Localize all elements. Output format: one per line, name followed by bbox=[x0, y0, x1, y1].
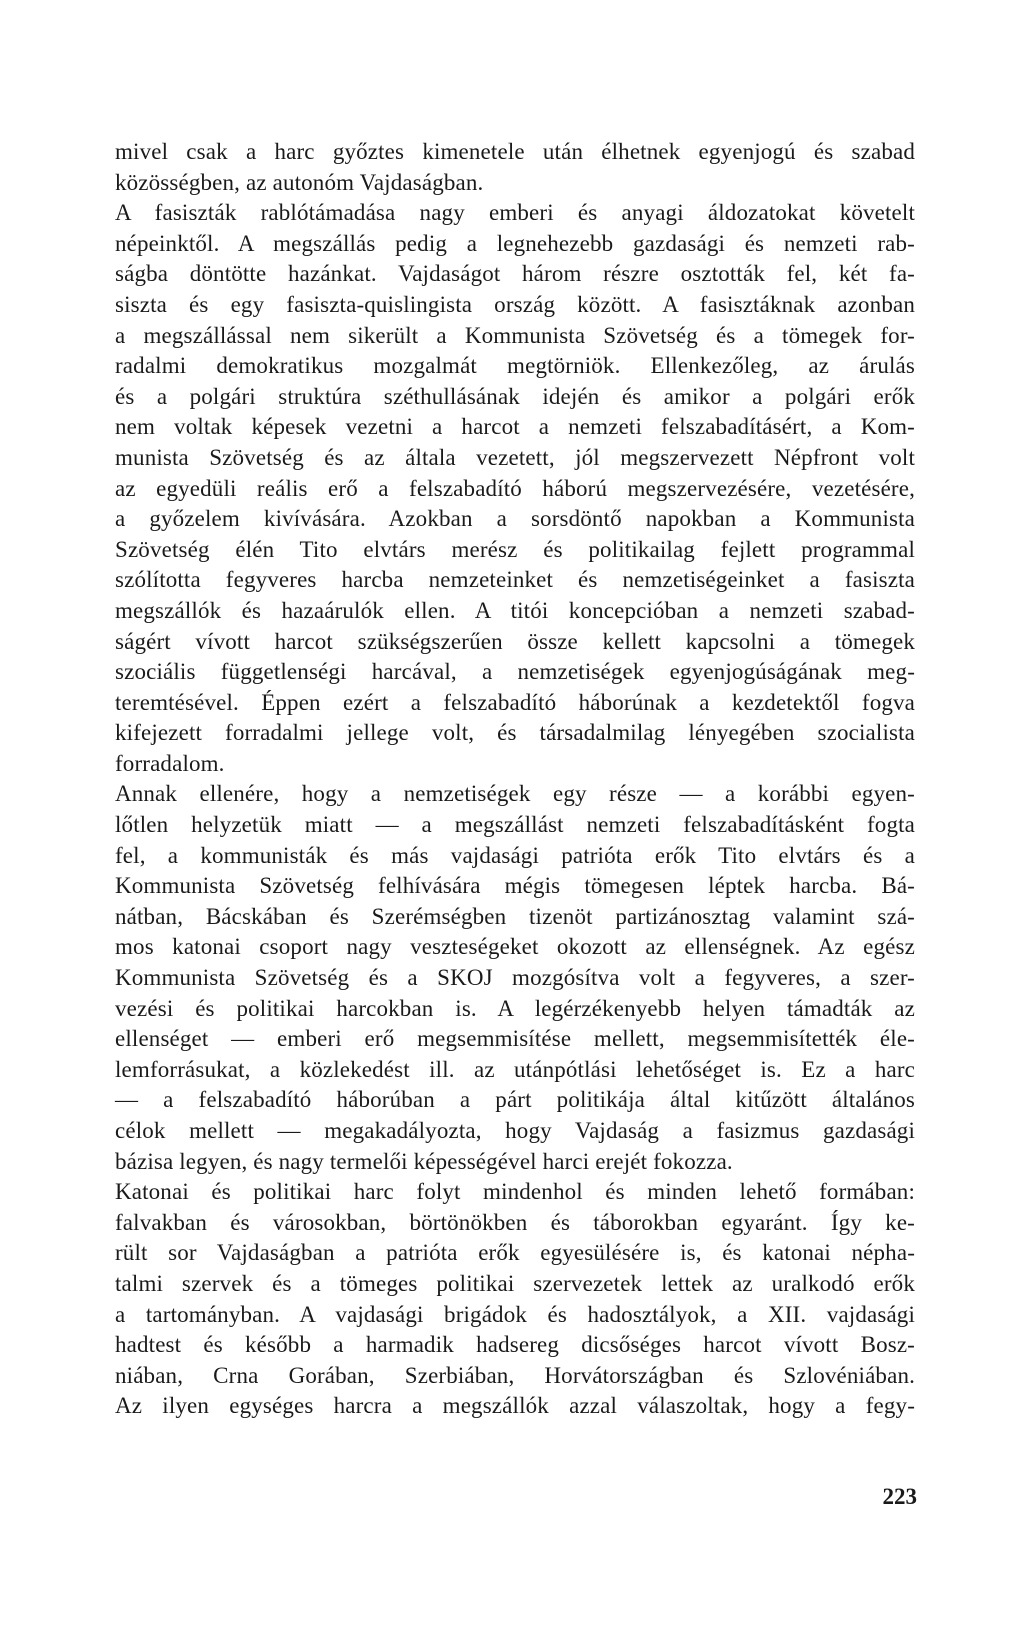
text-line: nem voltak képesek vezetni a harcot a nemzeti felszabadításért, a Kom- bbox=[115, 414, 915, 440]
text-line: forradalom. bbox=[115, 750, 225, 776]
text-line: lemforrásukat, a közlekedést ill. az utánpótlási lehetőséget is. Ez a harc bbox=[115, 1056, 915, 1082]
text-line: mos katonai csoport nagy veszteségeket okozott az ellenségnek. Az egész bbox=[115, 934, 915, 960]
text-line: Szövetség élén Tito elvtárs merész és politikailag fejlett programmal bbox=[115, 536, 915, 562]
text-line: radalmi demokratikus mozgalmát megtörniök. Ellenkezőleg, az árulás bbox=[115, 353, 915, 379]
text-line: Katonai és politikai harc folyt mindenhol és minden lehető formában: bbox=[115, 1179, 915, 1205]
text-line: bázisa legyen, és nagy termelői képességével harci erejét fokozza. bbox=[115, 1148, 733, 1174]
text-line: talmi szervek és a tömeges politikai szervezetek lettek az uralkodó erők bbox=[115, 1270, 915, 1296]
text-line: lőtlen helyzetük miatt — a megszállást nemzeti felszabadításként fogta bbox=[115, 812, 915, 838]
page-number: 223 bbox=[882, 1484, 917, 1509]
text-line: teremtésével. Éppen ezért a felszabadító háborúnak a kezdetektől fogva bbox=[115, 689, 915, 715]
text-line: szociális függetlenségi harcával, a nemzetiségek egyenjogúságának meg- bbox=[115, 659, 915, 685]
text-line: az egyedüli reális erő a felszabadító háború megszervezésére, vezetésére, bbox=[115, 475, 915, 501]
text-line: — a felszabadító háborúban a párt politikája által kitűzött általános bbox=[115, 1087, 915, 1113]
text-line: A fasiszták rablótámadása nagy emberi és anyagi áldozatokat követelt bbox=[115, 200, 915, 226]
text-line: hadtest és később a harmadik hadsereg dicsőséges harcot vívott Bosz- bbox=[115, 1332, 915, 1358]
text-line: ellenséget — emberi erő megsemmisítése mellett, megsemmisítették éle- bbox=[115, 1026, 915, 1052]
text-line: fel, a kommunisták és más vajdasági patrióta erők Tito elvtárs és a bbox=[115, 842, 915, 868]
text-line: munista Szövetség és az általa vezetett, jól megszervezett Népfront volt bbox=[115, 444, 915, 470]
text-line: célok mellett — megakadályozta, hogy Vajdaság a fasizmus gazdasági bbox=[115, 1118, 915, 1143]
text-line: ságba döntötte hazánkat. Vajdaságot három részre osztották fel, két fa- bbox=[115, 261, 915, 287]
body-text bbox=[115, 137, 915, 1422]
text-line: népeinktől. A megszállás pedig a legnehezebb gazdasági és nemzeti rab- bbox=[115, 230, 915, 256]
text-line: rült sor Vajdaságban a patrióta erők egyesülésére is, és katonai népha- bbox=[115, 1240, 915, 1266]
text-line: mivel csak a harc győztes kimenetele után élhetnek egyenjogú és szabad bbox=[115, 139, 915, 164]
text-line: és a polgári struktúra széthullásának idején és amikor a polgári erők bbox=[115, 383, 915, 409]
text-line: kifejezett forradalmi jellege volt, és társadalmilag lényegében szocialista bbox=[115, 720, 915, 746]
text-line: a győzelem kivívására. Azokban a sorsdöntő napokban a Kommunista bbox=[115, 506, 915, 532]
text-line: a tartományban. A vajdasági brigádok és hadosztályok, a XII. vajdasági bbox=[115, 1301, 915, 1327]
text-line: niában, Crna Gorában, Szerbiában, Horvátországban és Szlovéniában. bbox=[115, 1362, 915, 1388]
paragraph bbox=[115, 779, 915, 1177]
text-line: siszta és egy fasiszta-quislingista ország között. A fasisztáknak azonban bbox=[115, 291, 915, 317]
text-line: nátban, Bácskában és Szerémségben tizenöt partizánosztag valamint szá- bbox=[115, 903, 915, 929]
text-line: Az ilyen egységes harcra a megszállók azzal válaszoltak, hogy a fegy- bbox=[115, 1393, 915, 1419]
text-line: Kommunista Szövetség felhívására mégis tömegesen léptek harcba. Bá- bbox=[115, 873, 915, 899]
paragraph bbox=[115, 1177, 915, 1422]
text-line: szólította fegyveres harcba nemzeteinket és nemzetiségeinket a fasiszta bbox=[115, 567, 915, 593]
text-line: megszállók és hazaárulók ellen. A titói koncepcióban a nemzeti szabad- bbox=[115, 597, 915, 623]
paragraph bbox=[115, 198, 915, 779]
text-line: Kommunista Szövetség és a SKOJ mozgósítva volt a fegyveres, a szer- bbox=[115, 965, 915, 991]
text-line: falvakban és városokban, börtönökben és táborokban egyaránt. Így ke- bbox=[115, 1209, 915, 1235]
text-line: ságért vívott harcot szükségszerűen össze kellett kapcsolni a tömegek bbox=[115, 628, 915, 654]
text-line: a megszállással nem sikerült a Kommunista Szövetség és a tömegek for- bbox=[115, 322, 915, 348]
paragraph bbox=[115, 137, 915, 198]
text-line: Annak ellenére, hogy a nemzetiségek egy része — a korábbi egyen- bbox=[115, 781, 915, 807]
text-line: közösségben, az autonóm Vajdaságban. bbox=[115, 169, 484, 195]
text-line: vezési és politikai harcokban is. A legérzékenyebb helyen támadták az bbox=[115, 995, 915, 1021]
